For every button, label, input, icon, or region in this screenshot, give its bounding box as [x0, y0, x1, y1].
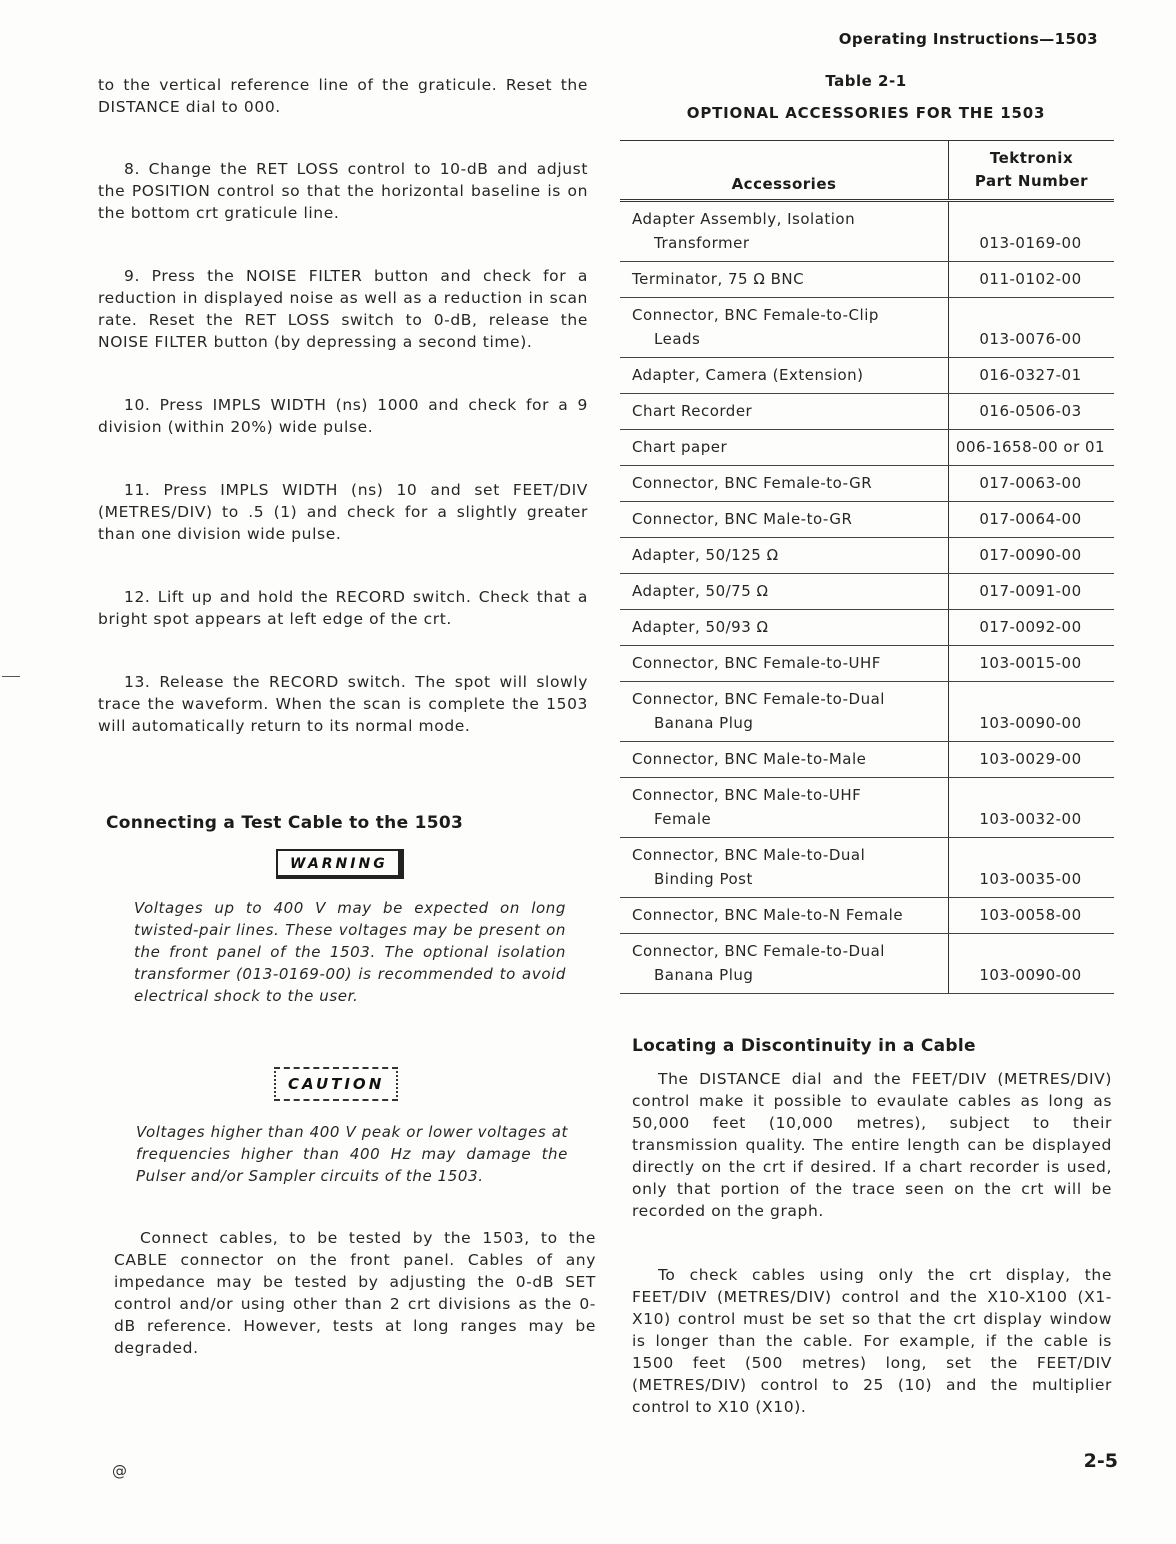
table-row	[620, 358, 1114, 394]
accessory-name: Adapter, 50/125 Ω	[632, 546, 779, 564]
accessory-name: Connector, BNC Male-to-UHF	[632, 786, 862, 804]
part-number-cell: 017-0063-00	[949, 466, 1115, 502]
part-number-cell: 103-0035-00	[949, 838, 1115, 898]
accessory-name: Chart paper	[632, 438, 728, 456]
accessory-name: Chart Recorder	[632, 402, 753, 420]
accessory-name: Adapter Assembly, Isolation	[632, 210, 856, 228]
accessory-name: Connector, BNC Female-to-Dual	[632, 690, 885, 708]
step-13: 13. Release the RECORD switch. The spot will slowly trace the waveform. When the scan is complete the 1503 will automatically return to its normal mode.	[98, 673, 588, 735]
part-number-cell: 013-0076-00	[949, 298, 1115, 358]
part-number-cell: 006-1658-00 or 01	[949, 430, 1115, 466]
accessory-name: Connector, BNC Male-to-Dual	[632, 846, 866, 864]
warning-text: Voltages up to 400 V may be expected on long twisted-pair lines. These voltages may be present on the front panel of the 1503. The optional isolation transformer (013-0169-00) is recommended to avoid electrical shock to the user.	[134, 899, 566, 1005]
accessory-cell	[620, 742, 949, 778]
connect-paragraph: Connect cables, to be tested by the 1503, to the CABLE connector on the front panel. Cables of any impedance may be tested by adjusting the 0-dB SET control and/or using other than 2 crt divisions as the 0-dB reference. However, tests at long ranges may be degraded.	[114, 1229, 596, 1357]
table-row	[620, 778, 1114, 838]
table-row	[620, 538, 1114, 574]
accessory-cell	[620, 358, 949, 394]
accessory-cell	[620, 778, 949, 838]
part-number-cell: 103-0032-00	[949, 778, 1115, 838]
column-header-accessories: Accessories	[620, 141, 949, 201]
table-row	[620, 298, 1114, 358]
table-row	[620, 502, 1114, 538]
step-9: 9. Press the NOISE FILTER button and check for a reduction in displayed noise as well as a reduction in scan rate. Reset the RET LOSS switch to 0-dB, release the NOISE FILTER button (by depressing a second time).	[98, 267, 588, 351]
part-number-cell: 017-0090-00	[949, 538, 1115, 574]
accessory-name: Connector, BNC Male-to-N Female	[632, 906, 904, 924]
accessory-name-continued: Transformer	[654, 234, 750, 252]
table-row	[620, 262, 1114, 298]
table-header-row	[620, 141, 1114, 201]
accessory-cell	[620, 298, 949, 358]
intro-paragraph: to the vertical reference line of the graticule. Reset the DISTANCE dial to 000.	[98, 76, 588, 116]
accessory-name: Adapter, 50/93 Ω	[632, 618, 769, 636]
accessories-table	[620, 140, 1114, 994]
part-number-cell: 103-0090-00	[949, 934, 1115, 994]
accessory-name-continued: Banana Plug	[654, 966, 754, 984]
table-row	[620, 682, 1114, 742]
part-number-cell: 016-0506-03	[949, 394, 1115, 430]
right-column	[620, 72, 1112, 1418]
part-number-cell: 016-0327-01	[949, 358, 1115, 394]
table-row	[620, 430, 1114, 466]
table-row	[620, 838, 1114, 898]
table-row	[620, 394, 1114, 430]
table-row	[620, 646, 1114, 682]
table-row	[620, 574, 1114, 610]
warning-label: WARNING	[276, 849, 404, 879]
accessory-cell	[620, 394, 949, 430]
accessory-name: Connector, BNC Female-to-Dual	[632, 942, 885, 960]
step-11: 11. Press IMPLS WIDTH (ns) 10 and set FEET/DIV (METRES/DIV) to .5 (1) and check for a slightly greater than one division wide pulse.	[98, 481, 588, 543]
accessory-cell	[620, 502, 949, 538]
accessory-name-continued: Banana Plug	[654, 714, 754, 732]
table-row	[620, 742, 1114, 778]
accessory-name: Connector, BNC Male-to-Male	[632, 750, 867, 768]
part-number-cell: 013-0169-00	[949, 201, 1115, 262]
accessory-cell	[620, 610, 949, 646]
running-header: Operating Instructions—1503	[838, 30, 1098, 48]
part-number-cell: 103-0058-00	[949, 898, 1115, 934]
step-8: 8. Change the RET LOSS control to 10-dB and adjust the POSITION control so that the horizontal baseline is on the bottom crt graticule line.	[98, 160, 588, 222]
accessory-cell	[620, 898, 949, 934]
left-column	[98, 74, 596, 1359]
accessory-name: Connector, BNC Male-to-GR	[632, 510, 853, 528]
part-number-cell: 103-0029-00	[949, 742, 1115, 778]
accessory-name: Connector, BNC Female-to-GR	[632, 474, 873, 492]
accessory-cell	[620, 646, 949, 682]
accessory-cell	[620, 466, 949, 502]
section-title-locating: Locating a Discontinuity in a Cable	[632, 1036, 976, 1056]
step-12: 12. Lift up and hold the RECORD switch. Check that a bright spot appears at left edge of the crt.	[98, 588, 588, 628]
table-body	[620, 201, 1114, 994]
table-label: Table 2-1	[825, 72, 907, 90]
page-number: 2-5	[1083, 1450, 1118, 1472]
accessory-cell	[620, 262, 949, 298]
accessory-cell	[620, 838, 949, 898]
locating-paragraph-2: To check cables using only the crt display, the FEET/DIV (METRES/DIV) control and the X10-X100 (X1-X10) control must be set so that the crt display window is longer than the cable. For example, if the cable is 1500 feet (500 metres) long, set the FEET/DIV (METRES/DIV) control to 25 (10) and the multiplier control to X10 (X10).	[632, 1266, 1112, 1416]
footer-mark: @	[112, 1462, 127, 1480]
margin-mark	[2, 676, 20, 677]
step-10: 10. Press IMPLS WIDTH (ns) 1000 and check for a 9 division (within 20%) wide pulse.	[98, 396, 588, 436]
accessory-cell	[620, 934, 949, 994]
accessory-name: Adapter, Camera (Extension)	[632, 366, 864, 384]
table-row	[620, 466, 1114, 502]
accessory-name-continued: Leads	[654, 330, 701, 348]
table-row	[620, 610, 1114, 646]
accessory-cell	[620, 538, 949, 574]
table-row	[620, 898, 1114, 934]
accessory-name-continued: Female	[654, 810, 712, 828]
accessory-name: Terminator, 75 Ω BNC	[632, 270, 805, 288]
accessory-cell	[620, 682, 949, 742]
accessory-cell	[620, 201, 949, 262]
accessory-cell	[620, 430, 949, 466]
column-header-part-line1: Tektronix	[989, 149, 1074, 167]
table-row	[620, 201, 1114, 262]
locating-paragraph-1: The DISTANCE dial and the FEET/DIV (METRES/DIV) control make it possible to evaulate cables as long as 50,000 feet (10,000 metres), subject to their transmission quality. The entire length can be displayed directly on the crt if desired. If a chart recorder is used, only that portion of the trace seen on the crt will be recorded on the graph.	[632, 1070, 1112, 1220]
accessory-name-continued: Binding Post	[654, 870, 753, 888]
part-number-cell: 017-0091-00	[949, 574, 1115, 610]
caution-text: Voltages higher than 400 V peak or lower voltages at frequencies higher than 400 Hz may damage the Pulser and/or Sampler circuits of the 1503.	[136, 1123, 568, 1185]
accessory-name: Adapter, 50/75 Ω	[632, 582, 769, 600]
part-number-cell: 017-0092-00	[949, 610, 1115, 646]
part-number-cell: 103-0015-00	[949, 646, 1115, 682]
part-number-cell: 017-0064-00	[949, 502, 1115, 538]
table-title: OPTIONAL ACCESSORIES FOR THE 1503	[686, 104, 1046, 122]
accessory-name: Connector, BNC Female-to-Clip	[632, 306, 879, 324]
section-title-connecting: Connecting a Test Cable to the 1503	[106, 813, 464, 833]
accessory-cell	[620, 574, 949, 610]
caution-label: CAUTION	[274, 1067, 398, 1101]
part-number-cell: 103-0090-00	[949, 682, 1115, 742]
accessory-name: Connector, BNC Female-to-UHF	[632, 654, 881, 672]
table-row	[620, 934, 1114, 994]
column-header-part-line2: Part Number	[974, 172, 1089, 190]
column-header-part-number	[949, 141, 1115, 201]
part-number-cell: 011-0102-00	[949, 262, 1115, 298]
